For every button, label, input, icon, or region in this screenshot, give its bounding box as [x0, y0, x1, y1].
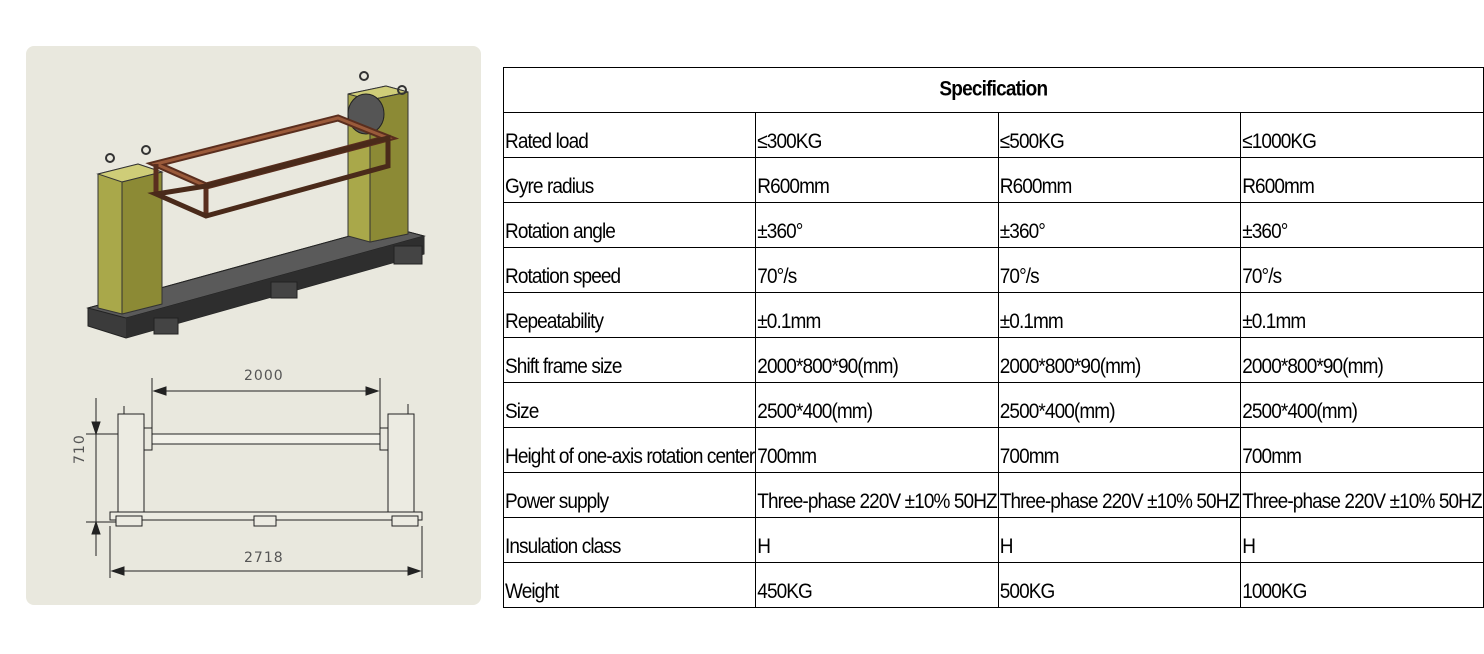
- row-value-cell: ±0.1mm: [998, 293, 1240, 338]
- row-value-cell: 2000*800*90(mm): [1241, 338, 1483, 383]
- row-label-cell: Power supply: [504, 473, 756, 518]
- table-row: [504, 473, 1484, 518]
- row-value-cell: R600mm: [998, 158, 1240, 203]
- product-figure-panel: [26, 46, 481, 605]
- row-value-cell: H: [756, 518, 998, 563]
- row-label-cell: Insulation class: [504, 518, 756, 563]
- table-title: Specification: [504, 68, 1484, 113]
- table-row: [504, 203, 1484, 248]
- row-value-cell: 2000*800*90(mm): [998, 338, 1240, 383]
- row-value-cell: Three-phase 220V ±10% 50HZ: [998, 473, 1240, 518]
- row-value-cell: 70°/s: [1241, 248, 1483, 293]
- row-label-cell: Rotation angle: [504, 203, 756, 248]
- positioner-3d-render: [88, 72, 424, 338]
- row-value-cell: ≤1000KG: [1241, 113, 1483, 158]
- specification-table: [503, 67, 1484, 608]
- row-value-cell: 500KG: [998, 563, 1240, 608]
- table-row: [504, 518, 1484, 563]
- row-value-cell: ±360°: [756, 203, 998, 248]
- table-row: [504, 338, 1484, 383]
- row-label-cell: Weight: [504, 563, 756, 608]
- row-value-cell: 2000*800*90(mm): [756, 338, 998, 383]
- dimension-label-2718: 2718: [244, 550, 284, 566]
- row-value-cell: H: [998, 518, 1240, 563]
- row-value-cell: 2500*400(mm): [1241, 383, 1483, 428]
- table-row: [504, 113, 1484, 158]
- table-row: [504, 563, 1484, 608]
- row-value-cell: 1000KG: [1241, 563, 1483, 608]
- row-value-cell: ±0.1mm: [1241, 293, 1483, 338]
- positioner-dimension-drawing: [86, 378, 422, 578]
- row-label-cell: Gyre radius: [504, 158, 756, 203]
- row-label-cell: Repeatability: [504, 293, 756, 338]
- row-value-cell: ≤300KG: [756, 113, 998, 158]
- row-label-cell: Rotation speed: [504, 248, 756, 293]
- row-value-cell: R600mm: [756, 158, 998, 203]
- dimension-label-710: 710: [72, 434, 88, 464]
- table-row: [504, 248, 1484, 293]
- row-value-cell: R600mm: [1241, 158, 1483, 203]
- row-value-cell: ±0.1mm: [756, 293, 998, 338]
- table-header-row: [504, 68, 1484, 113]
- row-value-cell: 700mm: [756, 428, 998, 473]
- row-value-cell: ±360°: [998, 203, 1240, 248]
- row-value-cell: 70°/s: [998, 248, 1240, 293]
- table-row: [504, 293, 1484, 338]
- row-value-cell: 700mm: [998, 428, 1240, 473]
- row-label-cell: Size: [504, 383, 756, 428]
- positioner-drawing: [26, 46, 481, 605]
- row-value-cell: 450KG: [756, 563, 998, 608]
- table-row: [504, 428, 1484, 473]
- table-row: [504, 158, 1484, 203]
- dimension-label-2000: 2000: [244, 368, 284, 384]
- row-label-cell: Rated load: [504, 113, 756, 158]
- row-label-cell: Shift frame size: [504, 338, 756, 383]
- row-value-cell: H: [1241, 518, 1483, 563]
- row-value-cell: ±360°: [1241, 203, 1483, 248]
- row-value-cell: 70°/s: [756, 248, 998, 293]
- row-value-cell: 700mm: [1241, 428, 1483, 473]
- row-value-cell: 2500*400(mm): [998, 383, 1240, 428]
- row-label-cell: Height of one-axis rotation center: [504, 428, 756, 473]
- row-value-cell: 2500*400(mm): [756, 383, 998, 428]
- row-value-cell: Three-phase 220V ±10% 50HZ: [1241, 473, 1483, 518]
- row-value-cell: Three-phase 220V ±10% 50HZ: [756, 473, 998, 518]
- specification-table-body: [504, 113, 1484, 608]
- table-row: [504, 383, 1484, 428]
- row-value-cell: ≤500KG: [998, 113, 1240, 158]
